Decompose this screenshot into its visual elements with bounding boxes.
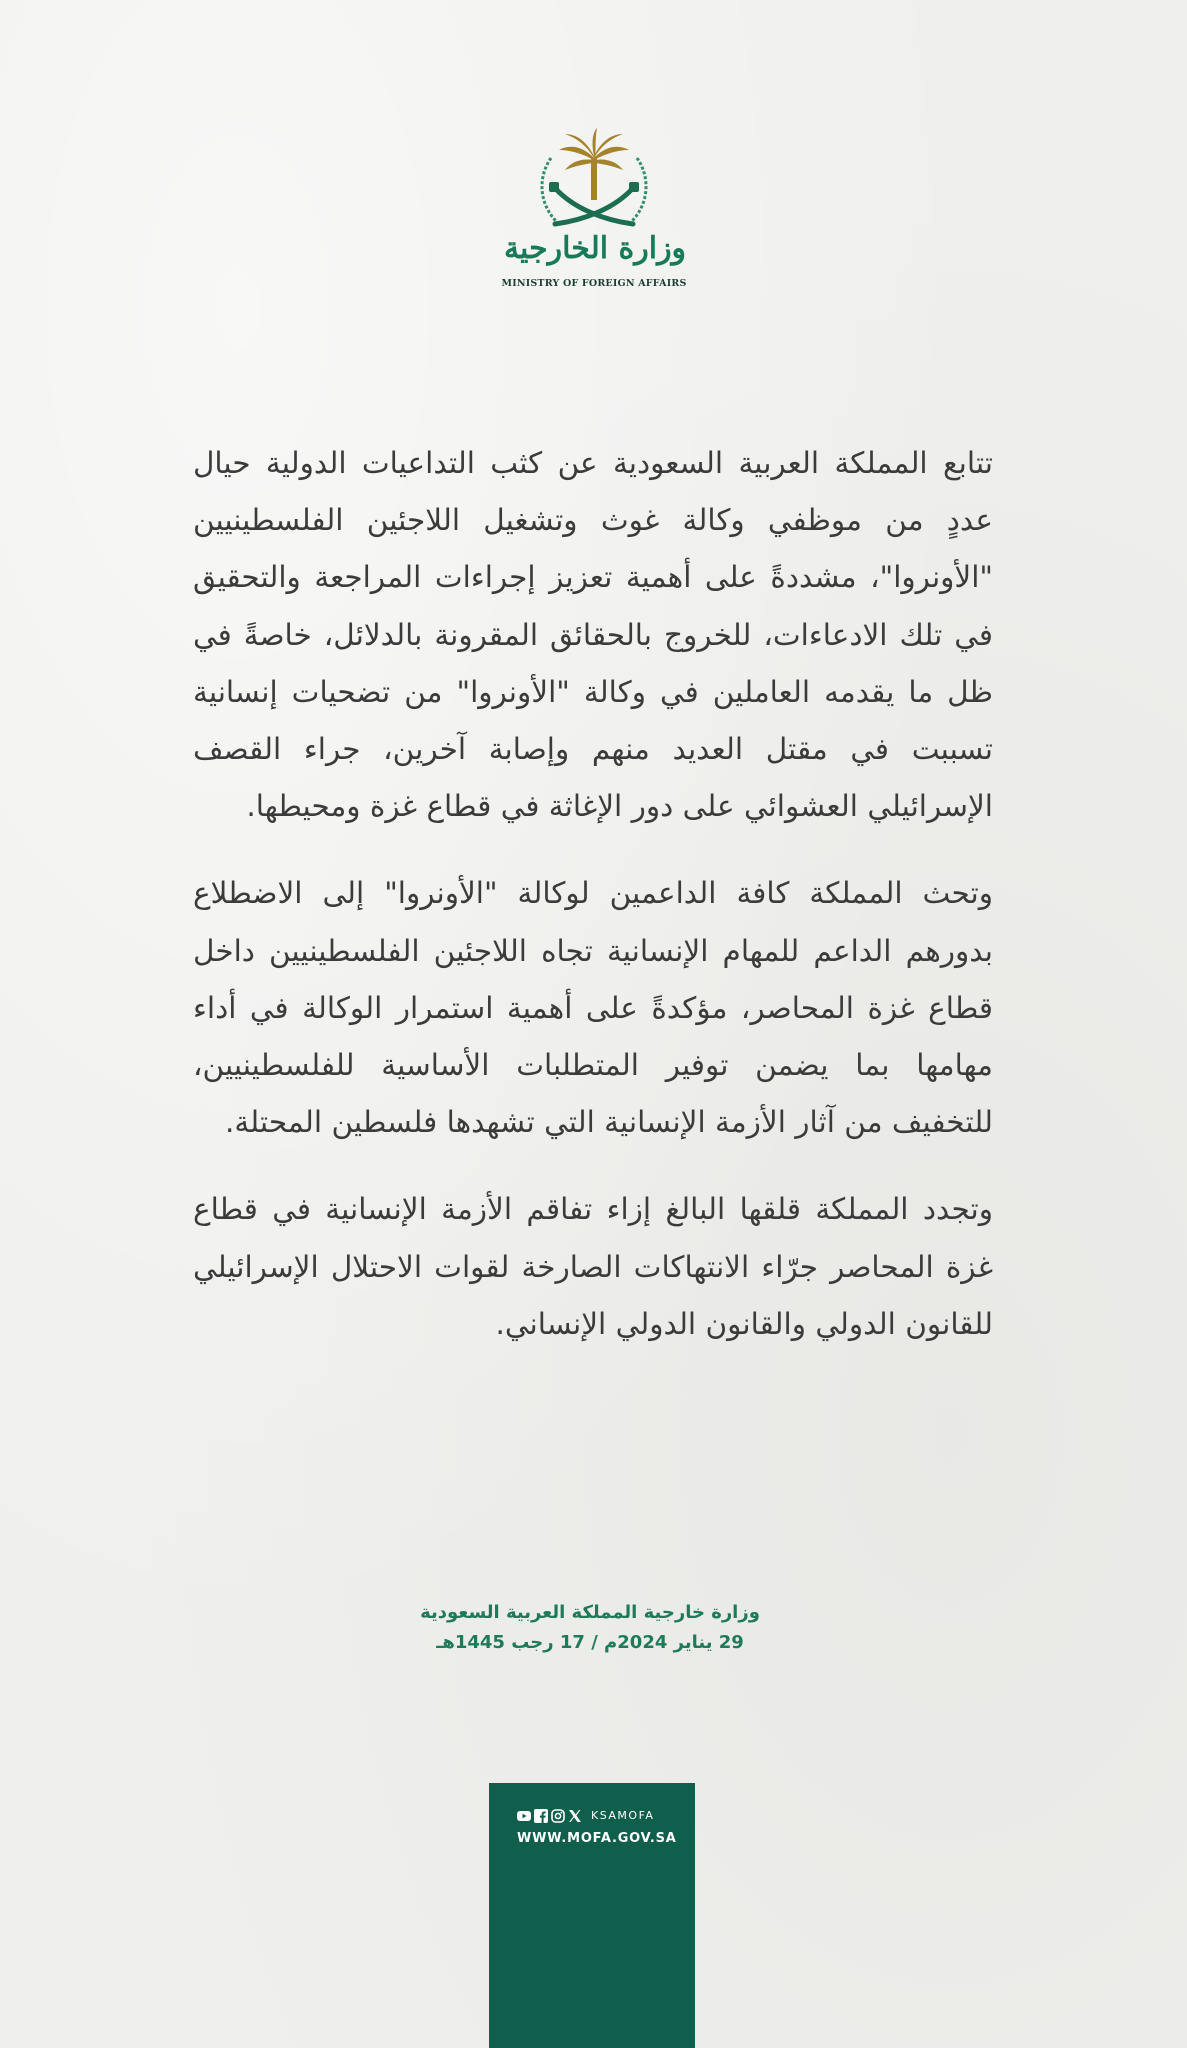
statement-paragraph-3: وتجدد المملكة قلقها البالغ إزاء تفاقم الأزمة الإنسانية في قطاع غزة المحاصر جرّاء الانتهاكات الصارخة لقوات الاحتلال الإسرائيلي للقانون الدولي والقانون الدولي الإنساني. [193, 1192, 993, 1341]
signature-block [380, 1598, 800, 1658]
ministry-name-arabic: وزارة الخارجية [503, 231, 687, 266]
youtube-icon[interactable] [517, 1809, 531, 1823]
website-link[interactable]: WWW.MOFA.GOV.SA [517, 1831, 677, 1846]
instagram-icon[interactable] [551, 1809, 565, 1823]
signature-organization: وزارة خارجية المملكة العربية السعودية [420, 1602, 760, 1623]
social-links-row [517, 1809, 654, 1823]
statement-paragraph-1: تتابع المملكة العربية السعودية عن كثب التداعيات الدولية حيال عددٍ من موظفي وكالة غوث وتشغيل اللاجئين الفلسطينيين "الأونروا"، مشددةً على أهمية تعزيز إجراءات المراجعة والتحقيق في تلك الادعاءات، للخروج بالحقائق المقرونة بالدلائل، خاصةً في ظل ما يقدمه العاملين في وكالة "الأونروا" من تضحيات إنسانية تسببت في مقتل العديد منهم وإصابة آخرين، جراء القصف الإسرائيلي العشوائي على دور الإغاثة في قطاع غزة ومحيطها. [193, 446, 993, 824]
social-handle: KSAMOFA [591, 1809, 655, 1822]
facebook-icon[interactable] [534, 1809, 548, 1823]
ministry-emblem-icon [533, 128, 655, 236]
ministry-name-english: MINISTRY OF FOREIGN AFFAIRS [501, 278, 687, 289]
footer-contact-box [489, 1783, 695, 2048]
signature-date: 29 يناير 2024م / 17 رجب 1445هـ [436, 1632, 744, 1653]
x-icon[interactable] [568, 1809, 582, 1823]
statement-body [193, 435, 993, 1353]
statement-paragraph-2: وتحث المملكة كافة الداعمين لوكالة "الأونروا" إلى الاضطلاع بدورهم الداعم للمهام الإنسانية تجاه اللاجئين الفلسطينيين داخل قطاع غزة المحاصر، مؤكدةً على أهمية استمرار الوكالة في أداء مهامها بما يضمن توفير المتطلبات الأساسية للفلسطينيين، للتخفيف من آثار الأزمة الإنسانية التي تشهدها فلسطين المحتلة. [193, 876, 993, 1140]
